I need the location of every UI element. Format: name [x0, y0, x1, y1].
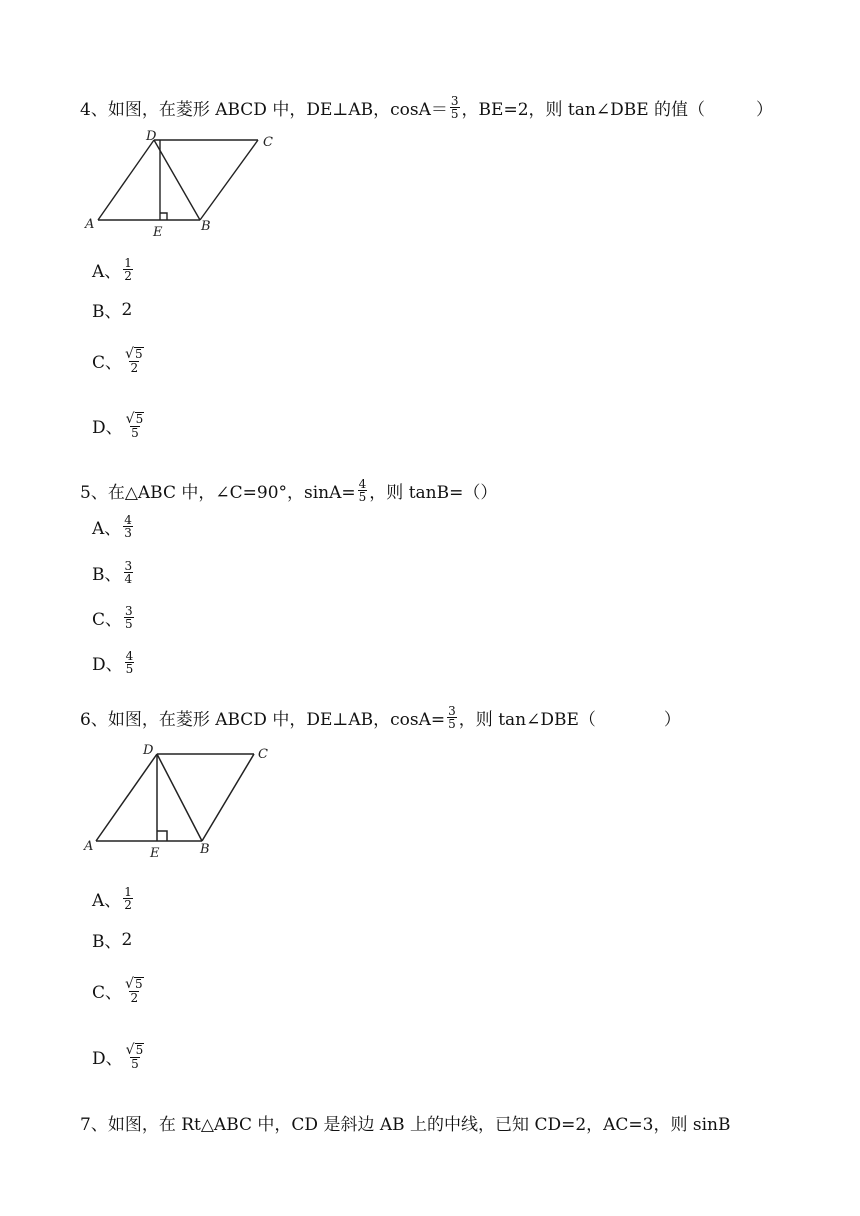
q6-label-a: A [84, 839, 94, 854]
q5-option-c[interactable] [92, 605, 136, 630]
q4-option-c[interactable] [92, 347, 147, 374]
q6-option-b-label: B、 [92, 932, 122, 952]
q4-segment-db [154, 140, 200, 220]
q4-label-b: B [201, 219, 211, 234]
q4-label-c: C [263, 135, 273, 150]
q4-option-b-value: 2 [121, 299, 133, 320]
q6-label-d: D [143, 743, 154, 758]
q4-option-d-den: 5 [131, 426, 139, 440]
question-7-stem [80, 1110, 731, 1135]
q4-text-after: ，BE=2，则 tan∠DBE 的值（ ） [461, 100, 774, 120]
q4-option-c-label: C、 [92, 353, 123, 373]
question-5-stem [80, 478, 497, 503]
q6-option-a-label: A、 [92, 891, 122, 911]
q5-option-c-label: C、 [92, 610, 123, 630]
question-6-stem [80, 705, 681, 730]
q4-option-c-radicand: 5 [134, 347, 143, 361]
q4-rhombus-figure [80, 128, 280, 240]
q6-option-d-fraction: √ 5 5 [125, 1042, 144, 1071]
q6-option-c-radicand: 5 [134, 977, 143, 991]
q6-option-c-label: C、 [92, 983, 123, 1003]
q4-option-c-den: 2 [130, 361, 139, 375]
q4-option-d-radicand: 5 [135, 412, 144, 426]
q6-side-ad [96, 754, 157, 841]
q6-cos-fraction [447, 705, 457, 730]
q6-label-b: B [200, 842, 210, 857]
q5-option-a-den: 3 [124, 526, 132, 540]
q5-option-a[interactable] [92, 514, 135, 539]
q6-text-before: 6、如图，在菱形 ABCD 中，DE⊥AB，cosA= [80, 710, 446, 730]
q4-option-a-fraction [123, 257, 133, 282]
q5-option-a-num: 4 [124, 513, 132, 527]
q4-option-a-num: 1 [124, 256, 132, 270]
q6-label-e: E [150, 846, 160, 861]
q4-option-d-label: D、 [92, 418, 123, 438]
q4-option-b[interactable] [92, 297, 132, 322]
q6-option-c-fraction: √ 5 2 [125, 976, 143, 1005]
q6-option-a-fraction [123, 886, 133, 911]
q5-option-b-fraction [124, 560, 134, 585]
q6-text-after: ，则 tan∠DBE（ ） [458, 710, 681, 730]
q4-option-a-label: A、 [92, 262, 122, 282]
q5-frac-den: 5 [358, 490, 367, 504]
q5-option-a-fraction [123, 514, 133, 539]
q5-option-d[interactable] [92, 650, 136, 675]
q6-option-a-den: 2 [124, 898, 132, 912]
q6-option-c-den: 2 [130, 991, 139, 1005]
q5-option-c-den: 5 [125, 617, 133, 631]
q4-side-ad [98, 140, 154, 220]
q4-option-b-label: B、 [92, 302, 122, 322]
q5-frac-num: 4 [358, 477, 367, 491]
q6-option-d-label: D、 [92, 1049, 123, 1069]
q6-side-bc [202, 754, 254, 841]
q5-option-d-label: D、 [92, 655, 123, 675]
q6-frac-num: 3 [448, 704, 456, 718]
q6-frac-den: 5 [448, 717, 456, 731]
q6-label-c: C [258, 747, 268, 762]
q4-option-a-den: 2 [124, 269, 132, 283]
q5-option-d-den: 5 [125, 662, 134, 676]
q6-option-d[interactable] [92, 1043, 147, 1070]
q5-option-d-fraction [125, 650, 135, 675]
q4-label-d: D [146, 129, 157, 144]
q6-option-c[interactable] [92, 977, 147, 1004]
q5-option-b[interactable] [92, 560, 135, 585]
q5-option-a-label: A、 [92, 519, 122, 539]
q4-label-e: E [153, 225, 163, 240]
q5-option-c-num: 3 [125, 604, 133, 618]
q6-option-d-radicand: 5 [135, 1043, 144, 1057]
q4-right-angle-mark [160, 213, 167, 220]
question-4-stem [80, 95, 773, 120]
q5-option-b-label: B、 [92, 565, 122, 585]
q4-option-a[interactable] [92, 257, 135, 282]
q5-option-b-den: 4 [124, 572, 133, 586]
q6-option-b[interactable] [92, 927, 132, 952]
q4-side-bc [200, 140, 258, 220]
q6-option-d-den: 5 [131, 1057, 139, 1071]
q6-option-b-value: 2 [121, 929, 133, 950]
q5-text-before: 5、在△ABC 中，∠C=90°，sinA= [80, 483, 356, 503]
q6-right-angle-mark [157, 831, 167, 841]
q6-option-a[interactable] [92, 886, 135, 911]
q4-text-before: 4、如图，在菱形 ABCD 中，DE⊥AB，cosA＝ [80, 100, 448, 120]
q5-option-b-num: 3 [124, 559, 133, 573]
q4-frac-den: 5 [450, 107, 459, 121]
q4-option-d-fraction: √ 5 5 [125, 411, 144, 440]
q7-text: 7、如图，在 Rt△ABC 中，CD 是斜边 AB 上的中线，已知 CD=2，AC=3，则 sinB [80, 1115, 731, 1135]
q4-cos-fraction [450, 95, 460, 120]
q4-option-c-fraction: √ 5 2 [125, 346, 143, 375]
q5-text-after: ，则 tanB=（） [369, 483, 498, 503]
q6-option-a-num: 1 [124, 885, 132, 899]
q6-segment-db [157, 754, 202, 841]
q5-option-c-fraction [124, 605, 134, 630]
q5-option-d-num: 4 [125, 649, 134, 663]
q4-option-d[interactable] [92, 412, 147, 439]
q4-frac-num: 3 [450, 94, 459, 108]
q4-label-a: A [85, 217, 95, 232]
q5-sin-fraction [358, 478, 368, 503]
q6-rhombus-figure [80, 740, 280, 862]
